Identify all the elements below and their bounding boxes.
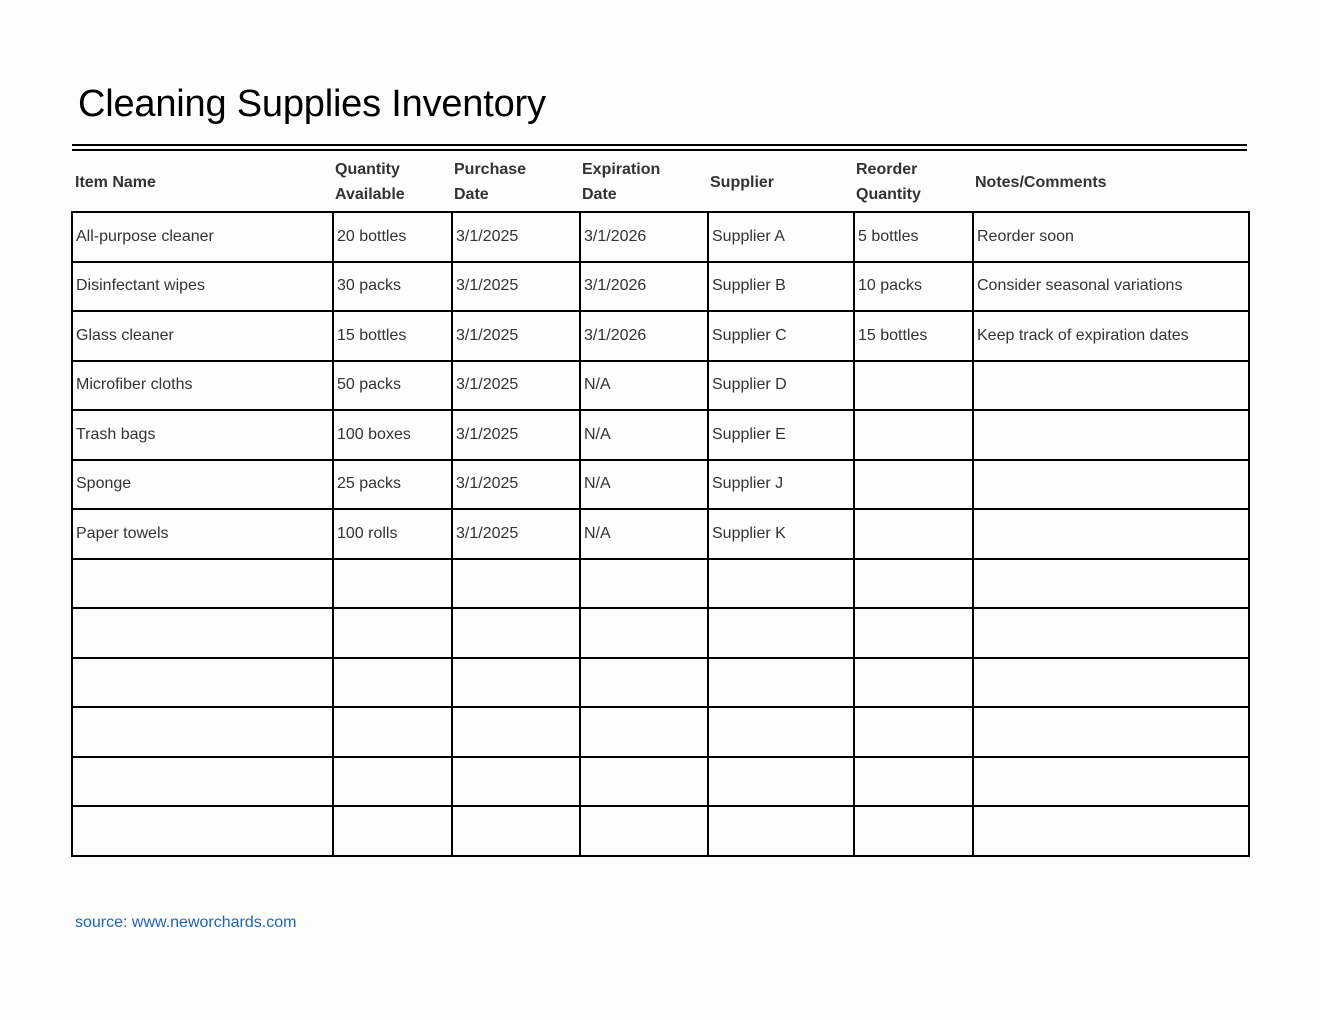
cell-quantity-available[interactable]: 30 packs bbox=[333, 262, 452, 312]
cell-notes[interactable] bbox=[973, 608, 1249, 658]
source-link[interactable]: source: www.neworchards.com bbox=[75, 914, 297, 931]
cell-reorder-quantity[interactable] bbox=[854, 410, 973, 460]
table-row bbox=[72, 658, 1249, 708]
cell-supplier[interactable]: Supplier E bbox=[708, 410, 854, 460]
cell-purchase-date[interactable] bbox=[452, 806, 580, 856]
cell-reorder-quantity[interactable] bbox=[854, 608, 973, 658]
cell-notes[interactable] bbox=[973, 361, 1249, 411]
cell-purchase-date[interactable]: 3/1/2025 bbox=[452, 311, 580, 361]
cell-supplier[interactable] bbox=[708, 608, 854, 658]
cell-purchase-date[interactable]: 3/1/2025 bbox=[452, 212, 580, 262]
inventory-table bbox=[71, 211, 1250, 857]
cell-reorder-quantity[interactable] bbox=[854, 658, 973, 708]
cell-quantity-available[interactable]: 15 bottles bbox=[333, 311, 452, 361]
cell-item-name[interactable] bbox=[72, 757, 333, 807]
cell-notes[interactable] bbox=[973, 509, 1249, 559]
cell-supplier[interactable] bbox=[708, 757, 854, 807]
cell-supplier[interactable] bbox=[708, 658, 854, 708]
cell-reorder-quantity[interactable] bbox=[854, 509, 973, 559]
cell-purchase-date[interactable]: 3/1/2025 bbox=[452, 460, 580, 510]
cell-expiration-date[interactable]: N/A bbox=[580, 410, 708, 460]
cell-notes[interactable] bbox=[973, 757, 1249, 807]
table-header bbox=[72, 152, 1247, 212]
cell-quantity-available[interactable] bbox=[333, 559, 452, 609]
cell-purchase-date[interactable] bbox=[452, 559, 580, 609]
cell-purchase-date[interactable] bbox=[452, 707, 580, 757]
table-row bbox=[72, 509, 1249, 559]
cell-item-name[interactable] bbox=[72, 707, 333, 757]
column-header-supplier: Supplier bbox=[710, 173, 775, 191]
cell-quantity-available[interactable]: 100 boxes bbox=[333, 410, 452, 460]
column-header-item-name: Item Name bbox=[75, 173, 156, 191]
cell-purchase-date[interactable]: 3/1/2025 bbox=[452, 361, 580, 411]
cell-notes[interactable] bbox=[973, 460, 1249, 510]
cell-quantity-available[interactable] bbox=[333, 707, 452, 757]
cell-quantity-available[interactable]: 20 bottles bbox=[333, 212, 452, 262]
cell-reorder-quantity[interactable] bbox=[854, 806, 973, 856]
table-row bbox=[72, 311, 1249, 361]
cell-item-name[interactable]: Disinfectant wipes bbox=[72, 262, 333, 312]
cell-quantity-available[interactable]: 25 packs bbox=[333, 460, 452, 510]
page-title: Cleaning Supplies Inventory bbox=[78, 83, 546, 125]
cell-supplier[interactable]: Supplier J bbox=[708, 460, 854, 510]
cell-quantity-available[interactable] bbox=[333, 757, 452, 807]
cell-reorder-quantity[interactable] bbox=[854, 707, 973, 757]
column-header-notes: Notes/Comments bbox=[975, 173, 1107, 191]
cell-expiration-date[interactable] bbox=[580, 608, 708, 658]
cell-notes[interactable]: Keep track of expiration dates bbox=[973, 311, 1249, 361]
cell-item-name[interactable] bbox=[72, 559, 333, 609]
table-row bbox=[72, 212, 1249, 262]
cell-expiration-date[interactable]: 3/1/2026 bbox=[580, 262, 708, 312]
table-body bbox=[72, 212, 1249, 856]
table-row bbox=[72, 410, 1249, 460]
cell-notes[interactable] bbox=[973, 707, 1249, 757]
column-header-quantity-available: Quantity Available bbox=[335, 161, 405, 203]
cell-supplier[interactable] bbox=[708, 559, 854, 609]
cell-reorder-quantity[interactable] bbox=[854, 559, 973, 609]
cell-reorder-quantity[interactable] bbox=[854, 757, 973, 807]
cell-supplier[interactable]: Supplier D bbox=[708, 361, 854, 411]
cell-expiration-date[interactable] bbox=[580, 658, 708, 708]
table-row bbox=[72, 460, 1249, 510]
cell-purchase-date[interactable]: 3/1/2025 bbox=[452, 410, 580, 460]
cell-notes[interactable]: Consider seasonal variations bbox=[973, 262, 1249, 312]
cell-supplier[interactable]: Supplier C bbox=[708, 311, 854, 361]
cell-notes[interactable]: Reorder soon bbox=[973, 212, 1249, 262]
cell-expiration-date[interactable] bbox=[580, 806, 708, 856]
cell-expiration-date[interactable]: N/A bbox=[580, 361, 708, 411]
cell-reorder-quantity[interactable]: 15 bottles bbox=[854, 311, 973, 361]
cell-reorder-quantity[interactable] bbox=[854, 460, 973, 510]
cell-purchase-date[interactable] bbox=[452, 608, 580, 658]
cell-expiration-date[interactable] bbox=[580, 757, 708, 807]
cell-purchase-date[interactable]: 3/1/2025 bbox=[452, 509, 580, 559]
cell-item-name[interactable]: Trash bags bbox=[72, 410, 333, 460]
column-header-purchase-date: Purchase Date bbox=[454, 161, 527, 203]
cell-purchase-date[interactable] bbox=[452, 658, 580, 708]
cell-supplier[interactable]: Supplier K bbox=[708, 509, 854, 559]
cell-quantity-available[interactable] bbox=[333, 658, 452, 708]
table-row bbox=[72, 806, 1249, 856]
cell-expiration-date[interactable] bbox=[580, 707, 708, 757]
cell-expiration-date[interactable] bbox=[580, 559, 708, 609]
cell-quantity-available[interactable]: 100 rolls bbox=[333, 509, 452, 559]
cell-reorder-quantity[interactable]: 5 bottles bbox=[854, 212, 973, 262]
cell-supplier[interactable] bbox=[708, 707, 854, 757]
cell-expiration-date[interactable]: N/A bbox=[580, 460, 708, 510]
table-row bbox=[72, 707, 1249, 757]
cell-reorder-quantity[interactable]: 10 packs bbox=[854, 262, 973, 312]
cell-item-name[interactable] bbox=[72, 806, 333, 856]
cell-item-name[interactable] bbox=[72, 658, 333, 708]
cell-item-name[interactable]: Sponge bbox=[72, 460, 333, 510]
table-row bbox=[72, 608, 1249, 658]
cell-expiration-date[interactable]: N/A bbox=[580, 509, 708, 559]
table-row bbox=[72, 757, 1249, 807]
cell-supplier[interactable] bbox=[708, 806, 854, 856]
cell-expiration-date[interactable]: 3/1/2026 bbox=[580, 311, 708, 361]
cell-notes[interactable] bbox=[973, 559, 1249, 609]
cell-purchase-date[interactable]: 3/1/2025 bbox=[452, 262, 580, 312]
cell-item-name[interactable]: Microfiber cloths bbox=[72, 361, 333, 411]
cell-notes[interactable] bbox=[973, 658, 1249, 708]
cell-item-name[interactable] bbox=[72, 608, 333, 658]
cell-expiration-date[interactable]: 3/1/2026 bbox=[580, 212, 708, 262]
title-rule-bottom bbox=[72, 149, 1247, 151]
title-rule-top bbox=[72, 144, 1247, 146]
column-header-expiration-date: Expiration Date bbox=[582, 161, 661, 203]
column-header-reorder-quantity: Reorder Quantity bbox=[856, 161, 921, 203]
cell-supplier[interactable]: Supplier A bbox=[708, 212, 854, 262]
cell-reorder-quantity[interactable] bbox=[854, 361, 973, 411]
cell-supplier[interactable]: Supplier B bbox=[708, 262, 854, 312]
cell-quantity-available[interactable] bbox=[333, 608, 452, 658]
cell-item-name[interactable]: All-purpose cleaner bbox=[72, 212, 333, 262]
cell-notes[interactable] bbox=[973, 410, 1249, 460]
cell-item-name[interactable]: Glass cleaner bbox=[72, 311, 333, 361]
cell-notes[interactable] bbox=[973, 806, 1249, 856]
cell-item-name[interactable]: Paper towels bbox=[72, 509, 333, 559]
cell-purchase-date[interactable] bbox=[452, 757, 580, 807]
cell-quantity-available[interactable] bbox=[333, 806, 452, 856]
table-row bbox=[72, 361, 1249, 411]
cell-quantity-available[interactable]: 50 packs bbox=[333, 361, 452, 411]
table-row bbox=[72, 262, 1249, 312]
table-row bbox=[72, 559, 1249, 609]
